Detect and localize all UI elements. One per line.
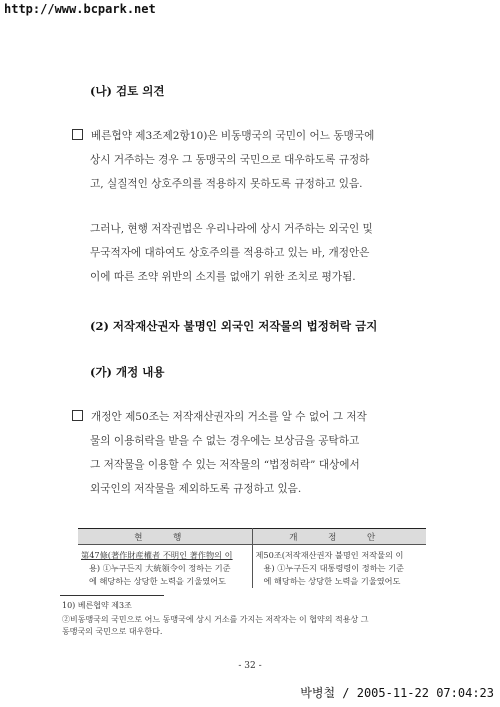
footnote-line: ②비동맹국의 국민으로 어느 동맹국에 상시 거소를 가지는 저작자는 이 협약의 적용상 그 <box>62 615 369 624</box>
paragraph-line: 베른협약 제3조제2항10)은 비동맹국의 국민이 어느 동맹국에 <box>91 130 375 142</box>
heading-amendment-content: (가) 개정 내용 <box>90 365 165 379</box>
paragraph-line: 물의 이용허락을 받을 수 없는 경우에는 보상금을 공탁하고 <box>90 435 360 447</box>
paragraph-article-50 <box>72 405 432 501</box>
footnote-divider <box>60 595 164 596</box>
paragraph-line: 그 저작물을 이용할 수 있는 저작물의 “법정허락” 대상에서 <box>90 459 360 471</box>
heading-review-opinion: (나) 검토 의견 <box>90 84 165 98</box>
paragraph-line: 개정안 제50조는 저작재산권자의 거소를 알 수 없어 그 저작 <box>91 411 367 423</box>
watermark-url: http://www.bcpark.net <box>4 2 156 16</box>
table-line: 에 해당하는 상당한 노력을 기울였어도 <box>89 576 226 586</box>
paragraph-line: 그러나, 현행 저작권법은 우리나라에 상시 거주하는 외국인 및 <box>90 223 373 235</box>
table-line: 용) ①누구든지 大統領令이 정하는 기준 <box>89 563 231 573</box>
paragraph-line: 외국인의 저작물을 제외하도록 규정하고 있음. <box>90 483 302 495</box>
checkbox-bullet-icon <box>72 129 83 140</box>
page-number: - 32 - <box>238 661 262 671</box>
comparison-table <box>78 528 426 588</box>
checkbox-bullet-icon <box>72 410 83 421</box>
heading-section-2: (2) 저작재산권자 불명인 외국인 저작물의 법정허락 금지 <box>90 319 378 333</box>
table-header-current: 현 행 <box>78 529 252 545</box>
table-cell-current <box>78 545 252 589</box>
paragraph-line: 고, 실질적인 상호주의를 적용하지 못하도록 규정하고 있음. <box>90 178 363 190</box>
paragraph-berne-convention <box>72 124 432 196</box>
footnote-line: 동맹국의 국민으로 대우한다. <box>62 627 163 636</box>
paragraph-line: 무국적자에 대하여도 상호주의를 적용하고 있는 바, 개정안은 <box>90 247 370 259</box>
footnote-line: 10) 베른협약 제3조 <box>62 601 132 610</box>
table-cell-proposed <box>252 545 426 589</box>
author-timestamp: 박병철 / 2005-11-22 07:04:23 <box>300 686 494 700</box>
table-header-proposed: 개 정 안 <box>252 529 426 545</box>
paragraph-line: 상시 거주하는 경우 그 동맹국의 국민으로 대우하도록 규정하 <box>90 154 370 166</box>
table-line: 第47條(著作財産權者 不明인 著作物의 이 <box>81 550 233 560</box>
paragraph-line: 이에 따른 조약 위반의 소지를 없애기 위한 조치로 평가됨. <box>90 271 356 283</box>
table-line: 용) ①누구든지 대통령령이 정하는 기준 <box>263 563 404 573</box>
table-line: 에 해당하는 상당한 노력을 기울였어도 <box>263 576 401 586</box>
paragraph-current-law <box>72 217 432 289</box>
table-line: 제50조(저작재산권자 불명인 저작물의 이 <box>255 550 404 560</box>
